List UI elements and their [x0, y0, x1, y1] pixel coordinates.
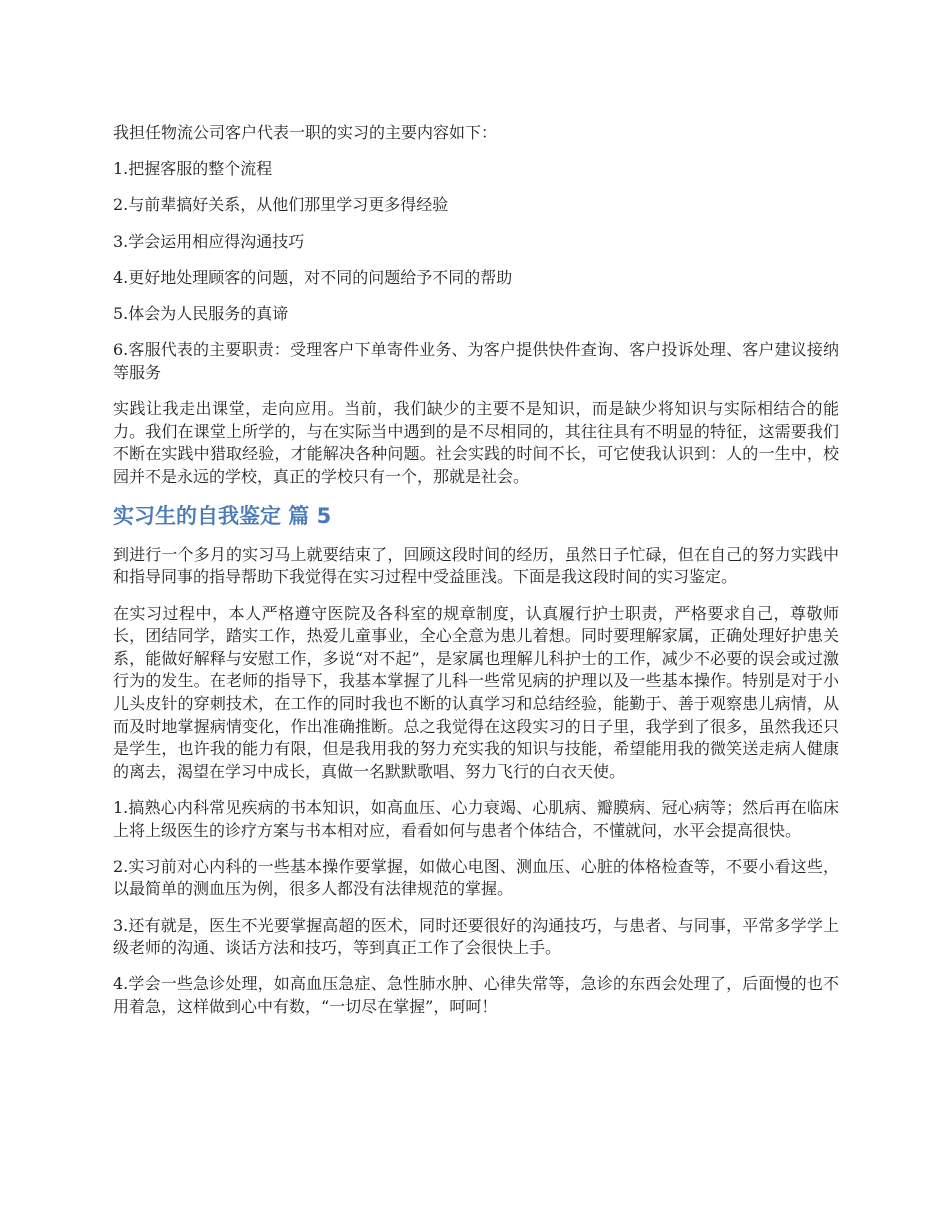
list-item: 1.搞熟心内科常见疾病的书本知识，如高血压、心力衰竭、心肌病、瓣膜病、冠心病等；然后再在临床上将上级医生的诊疗方案与书本相对应，看看如何与患者个体结合，不懂就问，水平会提高很快。: [113, 798, 839, 840]
intro-paragraph: 我担任物流公司客户代表一职的实习的主要内容如下：: [113, 123, 498, 142]
list-item: 3.还有就是，医生不光要掌握高超的医术，同时还要很好的沟通技巧，与患者、与同事，平常多学学上级老师的沟通、谈话方法和技巧，等到真正工作了会很快上手。: [113, 915, 839, 958]
list-item: 2.实习前对心内科的一些基本操作要掌握，如做心电图、测血压、心脏的体格检查等，不要小看这些，以最简单的测血压为例，很多人都没有法律规范的掌握。: [113, 856, 839, 899]
list-item: 1.把握客服的整个流程: [113, 159, 273, 179]
list-item: 6.客服代表的主要职责：受理客户下单寄件业务、为客户提供快件查询、客户投诉处理、客户建议接纳等服务: [113, 340, 839, 382]
document-page: [113, 122, 839, 1032]
body-paragraph: 到进行一个多月的实习马上就要结束了，回顾这段时间的经历，虽然日子忙碌，但在自己的努力实践中和指导同事的指导帮助下我觉得在实习过程中受益匪浅。下面是我这段时间的实习鉴定。: [113, 544, 839, 587]
list-item: 4.更好地处理顾客的问题，对不同的问题给予不同的帮助: [113, 267, 513, 287]
list-item: 5.体会为人民服务的真谛: [113, 303, 289, 323]
body-paragraph: 实践让我走出课堂，走向应用。当前，我们缺少的主要不是知识，而是缺少将知识与实际相结合的能力。我们在课堂上所学的，与在实际当中遇到的是不尽相同的，其往往具有不明显的特征，这需要我们不断在实践中猎取经验，才能解决各种问题。社会实践的时间不长，可它使我认识到：人的一生中，校园并不是永远的学校，真正的学校只有一个，那就是社会。: [113, 398, 839, 486]
list-item: 2.与前辈搞好关系，从他们那里学习更多得经验: [113, 195, 449, 215]
section-heading: 实习生的自我鉴定 篇 5: [113, 503, 332, 528]
list-item: 3.学会运用相应得沟通技巧: [113, 231, 305, 251]
list-item: 4.学会一些急诊处理，如高血压急症、急性肺水肿、心律失常等，急诊的东西会处理了，后面慢的也不用着急，这样做到心中有数，“一切尽在掌握”，呵呵！: [113, 974, 839, 1016]
body-paragraph: 在实习过程中，本人严格遵守医院及各科室的规章制度，认真履行护士职责，严格要求自己，尊敬师长，团结同学，踏实工作，热爱儿童事业，全心全意为患儿着想。同时要理解家属，正确处理好护患关系，能做好解释与安慰工作，多说“对不起”，是家属也理解儿科护士的工作，减少不必要的误会或过激行为的发生。在老师的指导下，我基本掌握了儿科一些常见病的护理以及一些基本操作。特别是对于小儿头皮针的穿刺技术，在工作的同时我也不断的认真学习和总结经验，能勤于、善于观察患儿病情，从而及时地掌握病情变化，作出准确推断。总之我觉得在这段实习的日子里，我学到了很多，虽然我还只是学生，也许我的能力有限，但是我用我的努力充实我的知识与技能，希望能用我的微笑送走病人健康的离去，渴望在学习中成长，真做一名默默歌唱、努力飞行的白衣天使。: [113, 603, 839, 781]
